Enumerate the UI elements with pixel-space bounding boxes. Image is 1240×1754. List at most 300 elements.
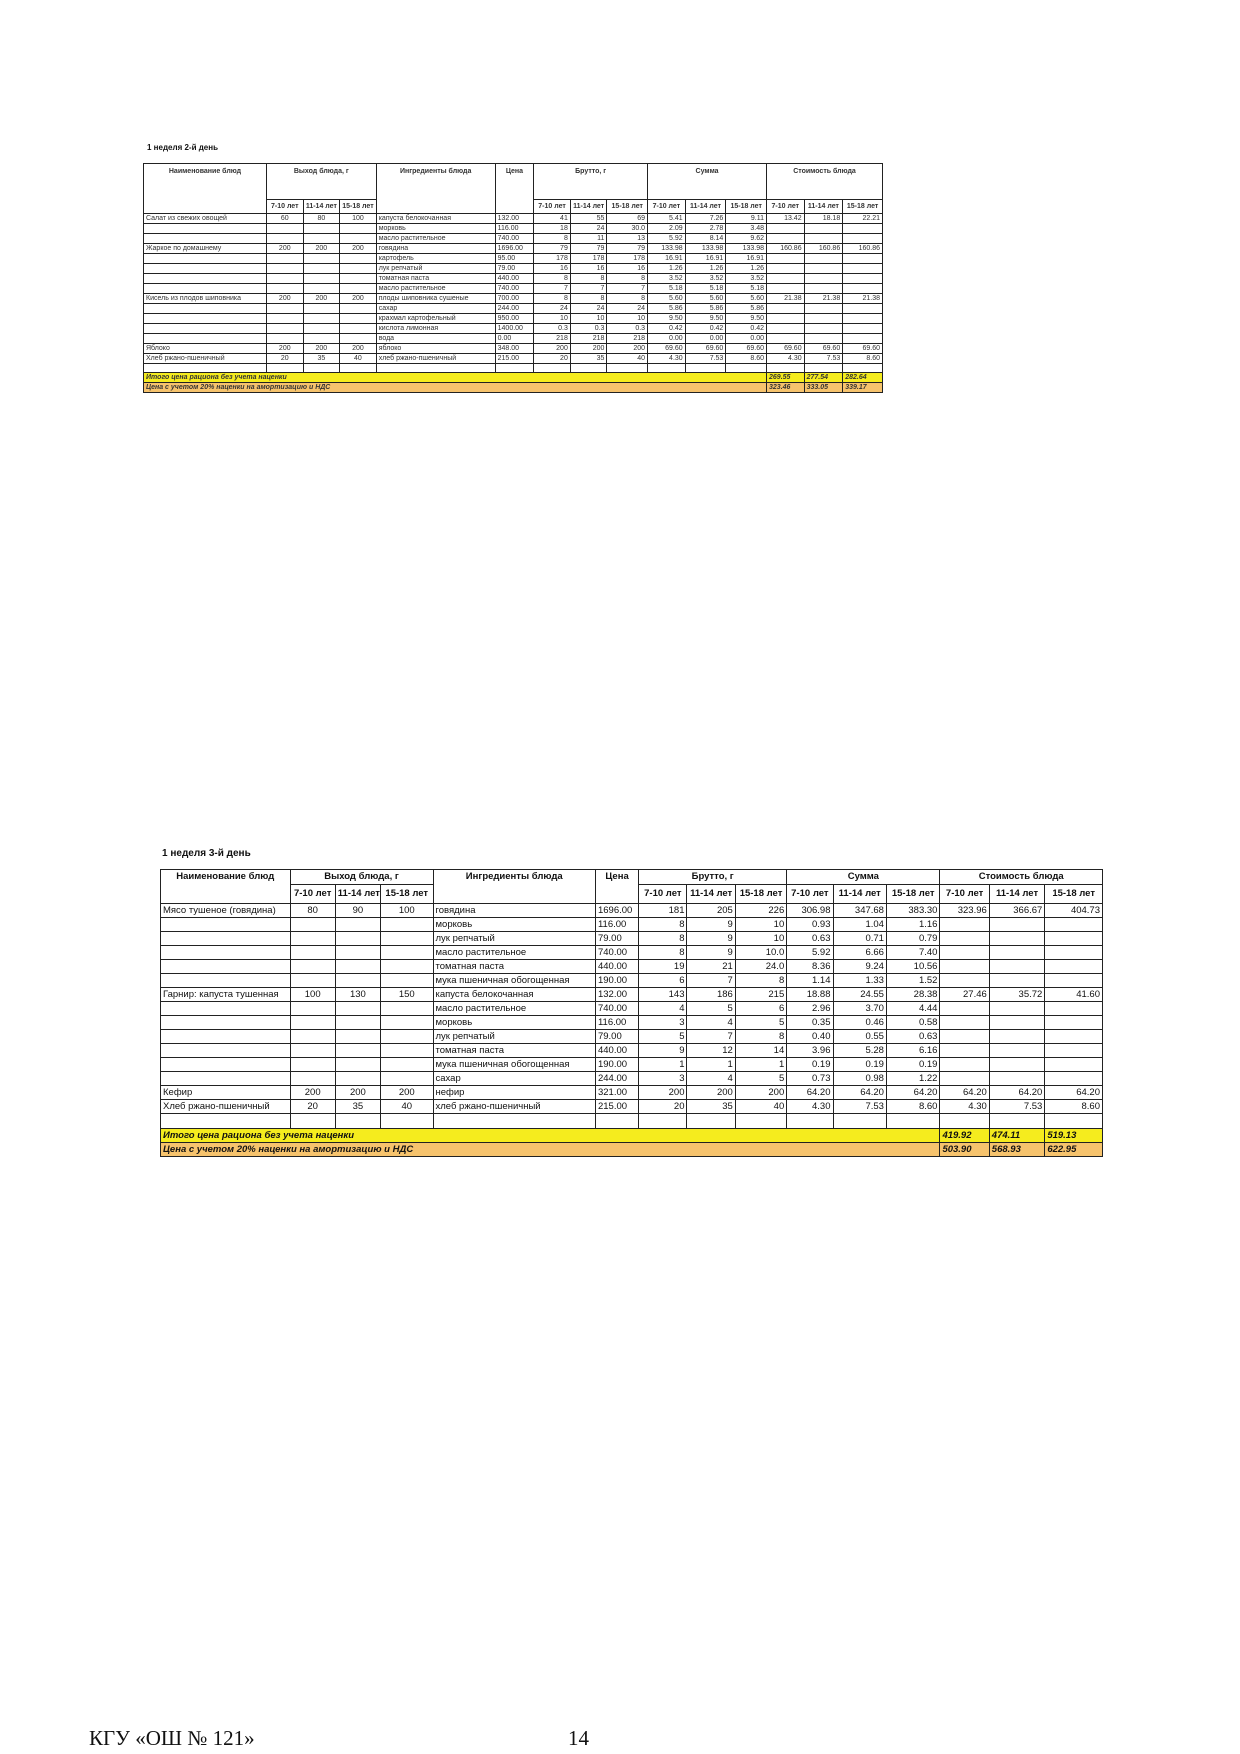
brutto-value: 8 [570, 274, 607, 284]
dish-name [144, 264, 267, 274]
yield-value [290, 932, 335, 946]
brutto-value: 55 [570, 214, 607, 224]
empty-cell [687, 1114, 735, 1129]
brutto-value: 30.0 [607, 224, 648, 234]
cost-value: 69.60 [804, 344, 843, 354]
ingredient-name: томатная паста [433, 960, 595, 974]
brutto-value: 9 [639, 1044, 687, 1058]
brutto-value: 8 [735, 974, 786, 988]
price-value: 1400.00 [495, 324, 534, 334]
cost-value: 8.60 [1045, 1100, 1103, 1114]
empty-cell [940, 1114, 989, 1129]
yield-value [335, 1016, 380, 1030]
brutto-value: 79 [534, 244, 571, 254]
markup-row-value: 568.93 [989, 1143, 1045, 1157]
sum-value: 7.40 [886, 946, 939, 960]
empty-cell [639, 1114, 687, 1129]
cost-value [940, 1044, 989, 1058]
cost-value: 22.21 [843, 214, 883, 224]
sum-value: 133.98 [726, 244, 767, 254]
cost-value [843, 274, 883, 284]
cost-value [767, 284, 805, 294]
yield-value: 35 [303, 354, 340, 364]
cost-value [804, 304, 843, 314]
brutto-value: 1 [735, 1058, 786, 1072]
cost-value [804, 224, 843, 234]
dish-name [144, 314, 267, 324]
table-row [144, 314, 883, 324]
dish-name: Салат из свежих овощей [144, 214, 267, 224]
header-price: Цена [495, 164, 534, 214]
sum-value: 5.60 [648, 294, 686, 304]
empty-cell [767, 364, 805, 373]
price-value: 79.00 [495, 264, 534, 274]
yield-value [335, 1044, 380, 1058]
table-row [144, 274, 883, 284]
header-cost: Стоимость блюда [767, 164, 883, 200]
sum-value: 9.62 [726, 234, 767, 244]
empty-cell [340, 364, 377, 373]
empty-cell [735, 1114, 786, 1129]
header-dish: Наименование блюд [161, 870, 291, 904]
sum-value: 5.60 [685, 294, 726, 304]
cost-value: 41.60 [1045, 988, 1103, 1002]
price-value: 244.00 [595, 1072, 638, 1086]
yield-value: 150 [381, 988, 433, 1002]
sum-value: 69.60 [685, 344, 726, 354]
markup-row-value: 333.05 [804, 383, 843, 393]
sum-value: 1.04 [833, 918, 886, 932]
brutto-value: 10 [570, 314, 607, 324]
sum-value: 2.78 [685, 224, 726, 234]
header-sum: Сумма [648, 164, 767, 200]
cost-value [1045, 932, 1103, 946]
yield-value [340, 264, 377, 274]
yield-value: 80 [290, 904, 335, 918]
header-age: 15-18 лет [1045, 885, 1103, 904]
price-value: 321.00 [595, 1086, 638, 1100]
sum-value: 9.11 [726, 214, 767, 224]
brutto-value: 6 [735, 1002, 786, 1016]
cost-value [843, 224, 883, 234]
sum-value: 133.98 [685, 244, 726, 254]
ingredient-name: мука пшеничная обогощенная [433, 1058, 595, 1072]
sum-value: 306.98 [787, 904, 833, 918]
empty-cell [648, 364, 686, 373]
sum-value: 3.70 [833, 1002, 886, 1016]
cost-value [940, 960, 989, 974]
sum-value: 0.55 [833, 1030, 886, 1044]
brutto-value: 24 [570, 224, 607, 234]
dish-name [144, 274, 267, 284]
yield-value: 100 [381, 904, 433, 918]
menu-table-day2 [143, 163, 883, 393]
brutto-value: 8 [534, 294, 571, 304]
cost-value [989, 1016, 1045, 1030]
cost-value: 366.67 [989, 904, 1045, 918]
yield-value: 100 [290, 988, 335, 1002]
brutto-value: 14 [735, 1044, 786, 1058]
header-age: 15-18 лет [726, 200, 767, 214]
yield-value: 200 [266, 344, 303, 354]
dish-name: Гарнир: капуста тушенная [161, 988, 291, 1002]
yield-value [303, 334, 340, 344]
cost-value [843, 304, 883, 314]
cost-value [843, 284, 883, 294]
brutto-value: 5 [735, 1072, 786, 1086]
brutto-value: 4 [687, 1072, 735, 1086]
price-value: 348.00 [495, 344, 534, 354]
sum-value: 3.52 [648, 274, 686, 284]
sum-value: 8.60 [886, 1100, 939, 1114]
brutto-value: 8 [534, 274, 571, 284]
cost-value [989, 1058, 1045, 1072]
sum-value: 5.92 [787, 946, 833, 960]
cost-value [940, 1058, 989, 1072]
cost-value [804, 264, 843, 274]
cost-value [804, 284, 843, 294]
yield-value: 20 [290, 1100, 335, 1114]
cost-value [1045, 918, 1103, 932]
cost-value: 64.20 [989, 1086, 1045, 1100]
sum-value: 5.86 [648, 304, 686, 314]
empty-cell [595, 1114, 638, 1129]
yield-value [381, 1002, 433, 1016]
empty-cell [433, 1114, 595, 1129]
sum-value: 1.33 [833, 974, 886, 988]
yield-value [340, 234, 377, 244]
empty-cell [726, 364, 767, 373]
sum-value: 1.22 [886, 1072, 939, 1086]
dish-name [161, 1030, 291, 1044]
brutto-value: 9 [687, 932, 735, 946]
brutto-value: 7 [607, 284, 648, 294]
footer-school-name: КГУ «ОШ № 121» [89, 1726, 255, 1750]
yield-value [266, 264, 303, 274]
sum-value: 383.30 [886, 904, 939, 918]
table-row [144, 324, 883, 334]
ingredient-name: масло растительное [433, 946, 595, 960]
brutto-value: 4 [687, 1016, 735, 1030]
yield-value [340, 284, 377, 294]
brutto-value: 200 [735, 1086, 786, 1100]
header-age: 7-10 лет [290, 885, 335, 904]
ingredient-name: масло растительное [433, 1002, 595, 1016]
header-age: 11-14 лет [833, 885, 886, 904]
yield-value [303, 234, 340, 244]
total-row-value: 269.55 [767, 373, 805, 383]
cost-value: 404.73 [1045, 904, 1103, 918]
cost-value: 160.86 [843, 244, 883, 254]
ingredient-name: масло растительное [376, 234, 495, 244]
total-row [144, 373, 883, 383]
sum-value: 2.09 [648, 224, 686, 234]
brutto-value: 0.3 [607, 324, 648, 334]
dish-name [161, 932, 291, 946]
price-value: 116.00 [595, 918, 638, 932]
yield-value [290, 1030, 335, 1044]
brutto-value: 24 [570, 304, 607, 314]
table-row [144, 354, 883, 364]
ingredient-name: хлеб ржано-пшеничный [376, 354, 495, 364]
empty-cell [1045, 1114, 1103, 1129]
brutto-value: 178 [607, 254, 648, 264]
cost-value [940, 1002, 989, 1016]
header-cost: Стоимость блюда [940, 870, 1103, 885]
dish-name [144, 254, 267, 264]
sum-value: 0.58 [886, 1016, 939, 1030]
cost-value [843, 314, 883, 324]
sum-value: 9.24 [833, 960, 886, 974]
brutto-value: 6 [639, 974, 687, 988]
table-row [161, 932, 1103, 946]
yield-value: 90 [335, 904, 380, 918]
yield-value [303, 274, 340, 284]
cost-value [767, 264, 805, 274]
ingredient-name: томатная паста [433, 1044, 595, 1058]
header-brutto: Брутто, г [639, 870, 787, 885]
dish-name: Хлеб ржано-пшеничный [144, 354, 267, 364]
cost-value [843, 324, 883, 334]
ingredient-name: сахар [433, 1072, 595, 1086]
table-row [144, 234, 883, 244]
cost-value [804, 324, 843, 334]
yield-value: 20 [266, 354, 303, 364]
price-value: 190.00 [595, 1058, 638, 1072]
sum-value: 0.00 [648, 334, 686, 344]
cost-value: 64.20 [1045, 1086, 1103, 1100]
ingredient-name: лук репчатый [433, 1030, 595, 1044]
dish-name: Кефир [161, 1086, 291, 1100]
yield-value [290, 1002, 335, 1016]
price-value: 132.00 [495, 214, 534, 224]
yield-value: 100 [340, 214, 377, 224]
sum-value: 9.50 [648, 314, 686, 324]
cost-value: 69.60 [767, 344, 805, 354]
sum-value: 0.46 [833, 1016, 886, 1030]
sum-value: 0.63 [886, 1030, 939, 1044]
table-row [144, 344, 883, 354]
brutto-value: 7 [687, 974, 735, 988]
sum-value: 1.26 [648, 264, 686, 274]
yield-value: 60 [266, 214, 303, 224]
brutto-value: 200 [534, 344, 571, 354]
yield-value [266, 284, 303, 294]
header-age: 11-14 лет [685, 200, 726, 214]
yield-value: 80 [303, 214, 340, 224]
header-age: 11-14 лет [570, 200, 607, 214]
empty-cell [495, 364, 534, 373]
yield-value: 200 [340, 294, 377, 304]
dish-name [161, 1016, 291, 1030]
brutto-value: 178 [570, 254, 607, 264]
ingredient-name: капуста белокочанная [376, 214, 495, 224]
sum-value: 3.48 [726, 224, 767, 234]
sum-value: 0.98 [833, 1072, 886, 1086]
menu-table-day3 [160, 869, 1103, 1157]
yield-value [335, 960, 380, 974]
table-row [144, 334, 883, 344]
markup-row-value: 323.46 [767, 383, 805, 393]
yield-value [335, 974, 380, 988]
empty-cell [144, 364, 267, 373]
cost-value [1045, 1002, 1103, 1016]
sum-value: 3.52 [685, 274, 726, 284]
sum-value: 8.14 [685, 234, 726, 244]
table-row [161, 1100, 1103, 1114]
dish-name [144, 224, 267, 234]
empty-cell [804, 364, 843, 373]
sum-value: 64.20 [833, 1086, 886, 1100]
cost-value: 7.53 [804, 354, 843, 364]
table-row [144, 264, 883, 274]
dish-name [144, 324, 267, 334]
yield-value [340, 224, 377, 234]
ingredient-name: крахмал картофельный [376, 314, 495, 324]
table-row [161, 918, 1103, 932]
sum-value: 0.40 [787, 1030, 833, 1044]
brutto-value: 215 [735, 988, 786, 1002]
brutto-value: 7 [534, 284, 571, 294]
cost-value [767, 224, 805, 234]
dish-name: Мясо тушеное (говядина) [161, 904, 291, 918]
brutto-value: 7 [570, 284, 607, 294]
yield-value: 40 [340, 354, 377, 364]
price-value: 740.00 [495, 284, 534, 294]
table-row [161, 946, 1103, 960]
sum-value: 0.73 [787, 1072, 833, 1086]
sum-value: 6.16 [886, 1044, 939, 1058]
cost-value: 4.30 [940, 1100, 989, 1114]
table-row [161, 1058, 1103, 1072]
brutto-value: 16 [534, 264, 571, 274]
brutto-value: 7 [687, 1030, 735, 1044]
sum-value: 9.50 [685, 314, 726, 324]
brutto-value: 200 [687, 1086, 735, 1100]
yield-value [381, 1016, 433, 1030]
dish-name: Жаркое по домашнему [144, 244, 267, 254]
price-value: 215.00 [595, 1100, 638, 1114]
section-title-day2: 1 неделя 2-й день [147, 143, 218, 152]
cost-value: 69.60 [843, 344, 883, 354]
sum-value: 18.88 [787, 988, 833, 1002]
sum-value: 1.26 [685, 264, 726, 274]
brutto-value: 3 [639, 1016, 687, 1030]
brutto-value: 226 [735, 904, 786, 918]
header-age: 7-10 лет [648, 200, 686, 214]
sum-value: 5.86 [726, 304, 767, 314]
brutto-value: 9 [687, 918, 735, 932]
empty-cell [266, 364, 303, 373]
table-row [161, 1016, 1103, 1030]
price-value: 79.00 [595, 932, 638, 946]
brutto-value: 4 [639, 1002, 687, 1016]
brutto-value: 12 [687, 1044, 735, 1058]
dish-name: Яблоко [144, 344, 267, 354]
brutto-value: 200 [607, 344, 648, 354]
table-row [161, 1002, 1103, 1016]
sum-value: 0.00 [726, 334, 767, 344]
yield-value [335, 1030, 380, 1044]
brutto-value: 8 [570, 294, 607, 304]
sum-value: 4.30 [648, 354, 686, 364]
table-row [144, 254, 883, 264]
brutto-value: 5 [687, 1002, 735, 1016]
section-title-day3: 1 неделя 3-й день [162, 848, 251, 859]
empty-cell [886, 1114, 939, 1129]
cost-value [804, 274, 843, 284]
price-value: 440.00 [495, 274, 534, 284]
brutto-value: 11 [570, 234, 607, 244]
dish-name: Хлеб ржано-пшеничный [161, 1100, 291, 1114]
cost-value [989, 946, 1045, 960]
ingredient-name: картофель [376, 254, 495, 264]
price-value: 1696.00 [495, 244, 534, 254]
cost-value [989, 1072, 1045, 1086]
cost-value [940, 1072, 989, 1086]
sum-value: 64.20 [787, 1086, 833, 1100]
yield-value: 200 [303, 244, 340, 254]
brutto-value: 0.3 [570, 324, 607, 334]
yield-value [335, 932, 380, 946]
yield-value [381, 960, 433, 974]
cost-value [843, 254, 883, 264]
sum-value: 10.56 [886, 960, 939, 974]
ingredient-name: томатная паста [376, 274, 495, 284]
brutto-value: 10 [534, 314, 571, 324]
table-row [144, 304, 883, 314]
brutto-value: 40 [607, 354, 648, 364]
empty-cell [534, 364, 571, 373]
sum-value: 69.60 [648, 344, 686, 354]
cost-value [989, 932, 1045, 946]
price-value: 79.00 [595, 1030, 638, 1044]
brutto-value: 218 [570, 334, 607, 344]
brutto-value: 24 [607, 304, 648, 314]
brutto-value: 8 [607, 294, 648, 304]
brutto-value: 35 [570, 354, 607, 364]
cost-value [940, 1030, 989, 1044]
sum-value: 0.63 [787, 932, 833, 946]
total-row-label: Итого цена рациона без учета наценки [161, 1129, 940, 1143]
brutto-value: 10 [735, 932, 786, 946]
dish-name: Кисель из плодов шиповника [144, 294, 267, 304]
yield-value: 35 [335, 1100, 380, 1114]
sum-value: 0.42 [726, 324, 767, 334]
cost-value [804, 234, 843, 244]
brutto-value: 3 [639, 1072, 687, 1086]
yield-value: 200 [340, 244, 377, 254]
brutto-value: 1 [639, 1058, 687, 1072]
sum-value: 5.41 [648, 214, 686, 224]
sum-value: 0.19 [886, 1058, 939, 1072]
brutto-value: 20 [534, 354, 571, 364]
yield-value [290, 1058, 335, 1072]
dish-name [144, 234, 267, 244]
brutto-value: 8 [534, 234, 571, 244]
brutto-value: 10.0 [735, 946, 786, 960]
cost-value [804, 254, 843, 264]
header-ingredients: Ингредиенты блюда [376, 164, 495, 214]
yield-value: 130 [335, 988, 380, 1002]
sum-value: 7.53 [685, 354, 726, 364]
header-price: Цена [595, 870, 638, 904]
yield-value: 200 [266, 244, 303, 254]
cost-value: 160.86 [767, 244, 805, 254]
table-row [144, 284, 883, 294]
brutto-value: 181 [639, 904, 687, 918]
brutto-value: 5 [639, 1030, 687, 1044]
